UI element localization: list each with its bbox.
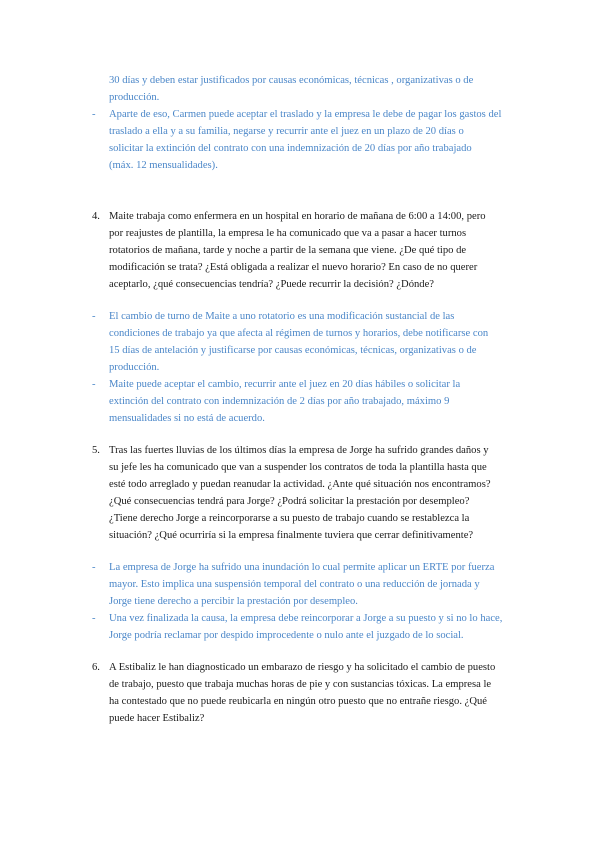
carmen-answer-line-3: solicitar la extinción del contrato con una indemnización de 20 días por año trabajado: [109, 143, 472, 154]
answer-4-1-line-1: El cambio de turno de Maite a uno rotatorio es una modificación sustancial de las: [109, 311, 455, 322]
question-4-line-2: por reajustes de plantilla, la empresa le ha comunicado que va a pasar a hacer turnos: [109, 228, 467, 239]
bullet-dash: -: [92, 562, 96, 573]
question-4-line-1: Maite trabaja como enfermera en un hospital en horario de mañana de 6:00 a 14:00, pero: [109, 211, 486, 222]
carmen-answer-line-4: (máx. 12 mensualidades).: [109, 160, 218, 171]
answer-5-2-line-2: Jorge podría reclamar por despido improcedente o nulo ante el juzgado de lo social.: [109, 630, 464, 641]
answer-4-1-line-3: 15 días de antelación y justificarse por causas económicas, técnicas, organizativas o de: [109, 345, 477, 356]
question-4-line-5: aceptarlo, ¿qué consecuencias tendría? ¿Puede recurrir la decisión? ¿Dónde?: [109, 279, 434, 290]
bullet-dash: -: [92, 379, 96, 390]
question-5-line-1: Tras las fuertes lluvias de los últimos días la empresa de Jorge ha sufrido grandes daños y: [109, 445, 489, 456]
bullet-dash: -: [92, 109, 96, 120]
question-5-line-4: ¿Qué consecuencias tendrá para Jorge? ¿Podrá solicitar la prestación por desempleo?: [109, 496, 470, 507]
answer-4-2-line-1: Maite puede aceptar el cambio, recurrir ante el juez en 20 días hábiles o solicitar la: [109, 379, 461, 390]
intro-answer-line-2: producción.: [109, 92, 160, 103]
answer-5-1-line-1: La empresa de Jorge ha sufrido una inundación lo cual permite aplicar un ERTE por fuerza: [109, 562, 495, 573]
bullet-dash: -: [92, 311, 96, 322]
question-4-number: 4.: [92, 211, 100, 222]
question-6-line-2: de trabajo, puesto que trabaja muchas horas de pie y con sustancias tóxicas. La empresa le: [109, 679, 492, 690]
carmen-answer-line-2: traslado a ella y a su familia, negarse y recurrir ante el juez en un plazo de 20 días o: [109, 126, 464, 137]
question-6-number: 6.: [92, 662, 100, 673]
question-5-line-3: esté todo arreglado y puedan reanudar la actividad. ¿Ante qué situación nos encontramos?: [109, 479, 491, 490]
answer-5-1-line-2: mayor. Esto implica una suspensión temporal del contrato o una reducción de jornada y: [109, 579, 480, 590]
intro-answer-line-1: 30 días y deben estar justificados por causas económicas, técnicas , organizativas o de: [109, 75, 474, 86]
question-4-line-4: modificación se trata? ¿Está obligada a realizar el nuevo horario? En caso de no querer: [109, 262, 478, 273]
question-6-line-1: A Estibaliz le han diagnosticado un embarazo de riesgo y ha solicitado el cambio de puesto: [109, 662, 496, 673]
question-4-line-3: rotatorios de mañana, tarde y noche a partir de la semana que viene. ¿De qué tipo de: [109, 245, 467, 256]
answer-5-2-line-1: Una vez finalizada la causa, la empresa debe reincorporar a Jorge a su puesto y si no lo hace,: [109, 613, 503, 624]
answer-4-2-line-3: mensualidades si no está de acuerdo.: [109, 413, 265, 424]
answer-5-1-line-3: Jorge tiene derecho a percibir la prestación por desempleo.: [109, 596, 358, 607]
question-6-line-4: puede hacer Estibaliz?: [109, 713, 205, 724]
answer-4-1-line-2: condiciones de trabajo ya que afecta al régimen de turnos y horarios, debe notificarse con: [109, 328, 489, 339]
question-5-line-2: su jefe les ha comunicado que van a suspender los contratos de toda la plantilla hasta que: [109, 462, 487, 473]
question-5-number: 5.: [92, 445, 100, 456]
answer-4-1-line-4: producción.: [109, 362, 160, 373]
answer-4-2-line-2: extinción del contrato con indemnización de 2 días por año trabajado, máximo 9: [109, 396, 450, 407]
bullet-dash: -: [92, 613, 96, 624]
question-5-line-5: ¿Tiene derecho Jorge a reincorporarse a su puesto de trabajo cuando se restablezca la: [109, 513, 470, 524]
carmen-answer-line-1: Aparte de eso, Carmen puede aceptar el traslado y la empresa le debe de pagar los gastos del: [109, 109, 502, 120]
question-6-line-3: ha contestado que no puede reubicarla en ningún otro puesto que no entrañe riesgo. ¿Qué: [109, 696, 488, 707]
question-5-line-6: situación? ¿Qué ocurriría si la empresa finalmente tuviera que cerrar definitivamente?: [109, 530, 474, 541]
